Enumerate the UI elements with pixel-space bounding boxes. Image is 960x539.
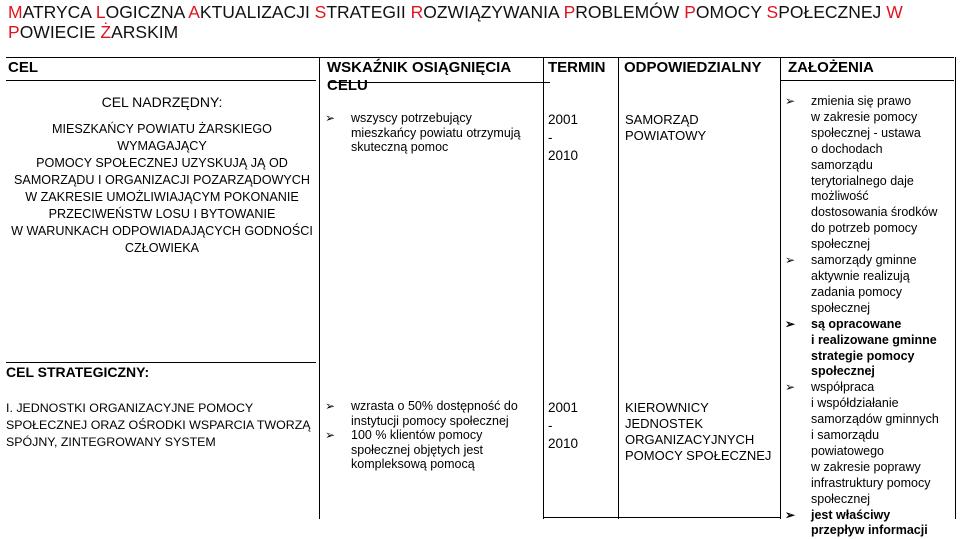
arrow-bullet-icon: ➢ (785, 380, 796, 395)
column-divider-4 (780, 57, 781, 519)
zalozenia-list (785, 94, 953, 539)
cel-strategiczny-label: CEL STRATEGICZNY: (6, 364, 150, 380)
text-line: SAMORZĄDU I ORGANIZACJI POZARZĄDOWYCH (14, 173, 310, 187)
cel-nadrzedny-text (6, 121, 318, 257)
title-segment: OGICZNA (105, 2, 189, 22)
list-item-line: terytorialnego daje (811, 173, 914, 188)
list-item (325, 428, 540, 472)
header-odpowiedzialny: ODPOWIEDZIALNY (624, 59, 762, 76)
arrow-bullet-icon: ➢ (325, 399, 336, 413)
title-segment: OWIECIE (19, 22, 101, 42)
text-line: MIESZKAŃCY POWIATU ŻARSKIEGO WYMAGAJĄCY (52, 122, 272, 153)
text-line: POMOCY SPOŁECZNEJ UZYSKUJĄ JĄ OD (36, 156, 288, 170)
list-item-line: mieszkańcy powiatu otrzymują (351, 125, 521, 140)
odpowiedzialny-line: POMOCY SPOŁECZNEJ (625, 448, 772, 463)
arrow-bullet-icon: ➢ (325, 111, 336, 125)
list-item-line: infrastruktury pomocy (811, 475, 931, 490)
list-item-line: strategie pomocy (811, 348, 915, 363)
text-line: W ZAKRESIE UMOŻLIWIAJĄCYM POKONANIE (25, 190, 299, 204)
title-segment: W (886, 2, 903, 22)
title-segment: ATRYCA (22, 2, 96, 22)
list-item-line: aktywnie realizują (811, 268, 910, 283)
list-item (785, 94, 953, 253)
odpowiedzialny-line: ORGANIZACYJNYCH (625, 432, 755, 447)
column-divider-3 (618, 57, 619, 519)
text-line: I. JEDNOSTKI ORGANIZACYJNE POMOCY (6, 400, 254, 415)
title-segment: M (8, 2, 23, 22)
logic-matrix-table (0, 56, 960, 538)
title-segment: POŁECZNEJ (778, 2, 887, 22)
title-segment: KTUALIZACJI (199, 2, 315, 22)
list-item-line: społecznej objętych jest (351, 442, 484, 457)
text-line: W WARUNKACH ODPOWIADAJĄCYCH GODNOŚCI (11, 224, 313, 238)
list-item (785, 380, 953, 507)
cel-strategiczny-text (6, 400, 318, 451)
title-segment: S (314, 2, 327, 22)
list-item-line: samorządy gminne (811, 253, 917, 268)
list-item-line: kompleksową pomocą (351, 457, 475, 472)
title-segment: TRATEGII (326, 2, 411, 22)
text-line: CZŁOWIEKA (124, 241, 200, 255)
arrow-bullet-icon: ➢ (325, 428, 336, 443)
header-cel: CEL (8, 59, 38, 76)
odpowiedzialny-top (625, 112, 706, 144)
list-item-line: samorządu (811, 157, 873, 172)
termin-line: 2010 (548, 436, 579, 451)
list-item-line: zadania pomocy (811, 284, 903, 299)
list-item-line: i współdziałanie (811, 396, 899, 411)
title-segment: P (684, 2, 696, 22)
list-item-line: wszyscy potrzebujący (351, 111, 472, 125)
list-item (785, 508, 953, 539)
list-item-line: skuteczną pomoc (351, 140, 449, 155)
list-item-line: zmienia się prawo (811, 94, 912, 108)
list-item-line: wzrasta o 50% dostępność do (351, 399, 518, 413)
title-segment: ARSKIM (111, 22, 179, 42)
title-segment: A (188, 2, 200, 22)
wskaznik-bottom-list (325, 399, 540, 472)
list-item-line: o dochodach (811, 141, 883, 156)
arrow-bullet-icon: ➢ (785, 316, 796, 331)
termin-line: 2001 (548, 112, 579, 127)
text-line: SPÓJNY, ZINTEGROWANY SYSTEM (6, 434, 216, 449)
zalozenia-header-rule (780, 80, 954, 81)
list-item-line: i samorządu (811, 428, 880, 443)
arrow-bullet-icon: ➢ (785, 253, 796, 268)
title-segment: P (8, 22, 20, 42)
column-divider-2 (543, 57, 544, 519)
header-wskaznik-line1: WSKAŹNIK OSIĄGNIĘCIA (327, 59, 512, 76)
list-item-line: społecznej (811, 300, 871, 315)
termin-line: - (548, 418, 553, 433)
header-wskaznik-line2: CELU (327, 77, 368, 94)
list-item-line: są opracowane (811, 316, 902, 331)
termin-line: - (548, 130, 553, 145)
list-item-line: społecznej - ustawa (811, 125, 921, 140)
text-line: SPOŁECZNEJ ORAZ OŚRODKI WSPARCIA TWORZĄ (6, 417, 311, 432)
list-item-line: samorządów gminnych (811, 412, 939, 427)
document-title (8, 2, 958, 42)
termin-bottom (548, 399, 578, 453)
header-zalozenia: ZAŁOŻENIA (788, 59, 874, 76)
list-item-line: 100 % klientów pomocy (351, 428, 483, 443)
title-segment: P (563, 2, 576, 22)
list-item (785, 317, 953, 381)
list-item-line: jest właściwy (811, 507, 891, 522)
list-item-line: powiatowego (811, 443, 884, 458)
text-line: PRZECIWEŃSTW LOSU I BYTOWANIE (48, 207, 276, 221)
title-segment: Ż (100, 22, 112, 42)
title-segment: OZWIĄZYWANIA (423, 2, 564, 22)
list-item-line: do potrzeb pomocy (811, 221, 918, 236)
table-top-rule (6, 57, 954, 58)
cel-nadrzedny-label: CEL NADRZĘDNY: (101, 94, 223, 110)
termin-line: 2001 (548, 400, 579, 415)
arrow-bullet-icon: ➢ (785, 507, 796, 522)
title-segment: OMOCY (695, 2, 767, 22)
list-item-line: w zakresie pomocy (811, 109, 918, 124)
list-item-line: przepływ informacji (811, 523, 928, 538)
list-item-line: i realizowane gminne (811, 332, 937, 347)
odpowiedzialny-line: JEDNOSTEK (625, 416, 704, 431)
odpowiedzialny-line: KIEROWNICY (625, 400, 709, 415)
list-item-line: instytucji pomocy społecznej (351, 413, 509, 428)
list-item (325, 111, 540, 155)
column-divider-5 (955, 57, 956, 519)
list-item-line: możliwość (811, 189, 869, 204)
list-item-line: społecznej (811, 364, 875, 379)
list-item-line: w zakresie poprawy (811, 459, 921, 474)
table-bottom-rule (544, 517, 780, 518)
cel-strategiczny (6, 365, 318, 451)
list-item-line: społecznej (811, 491, 871, 506)
list-item (785, 253, 953, 317)
list-item-line: społecznej (811, 237, 871, 252)
header-wskaznik (327, 59, 542, 95)
arrow-bullet-icon: ➢ (785, 94, 796, 108)
cel-header-rule (6, 80, 316, 81)
termin-line: 2010 (548, 148, 579, 163)
cel-nadrzedny (6, 94, 318, 257)
header-termin: TERMIN (548, 59, 606, 76)
odpowiedzialny-bottom (625, 400, 771, 464)
wskaznik-top-list (325, 111, 540, 155)
list-item-line: dostosowania środków (811, 205, 938, 220)
cel-strategiczny-rule (6, 362, 316, 363)
title-segment: S (766, 2, 779, 22)
title-segment: L (95, 2, 106, 22)
odpowiedzialny-line: POWIATOWY (625, 128, 707, 143)
title-segment: R (410, 2, 424, 22)
title-segment: ROBLEMÓW (575, 2, 685, 22)
list-item-line: współpraca (811, 380, 875, 395)
termin-top (548, 111, 578, 165)
column-divider-1 (319, 57, 320, 519)
odpowiedzialny-line: SAMORZĄD (625, 112, 699, 127)
list-item (325, 399, 540, 428)
